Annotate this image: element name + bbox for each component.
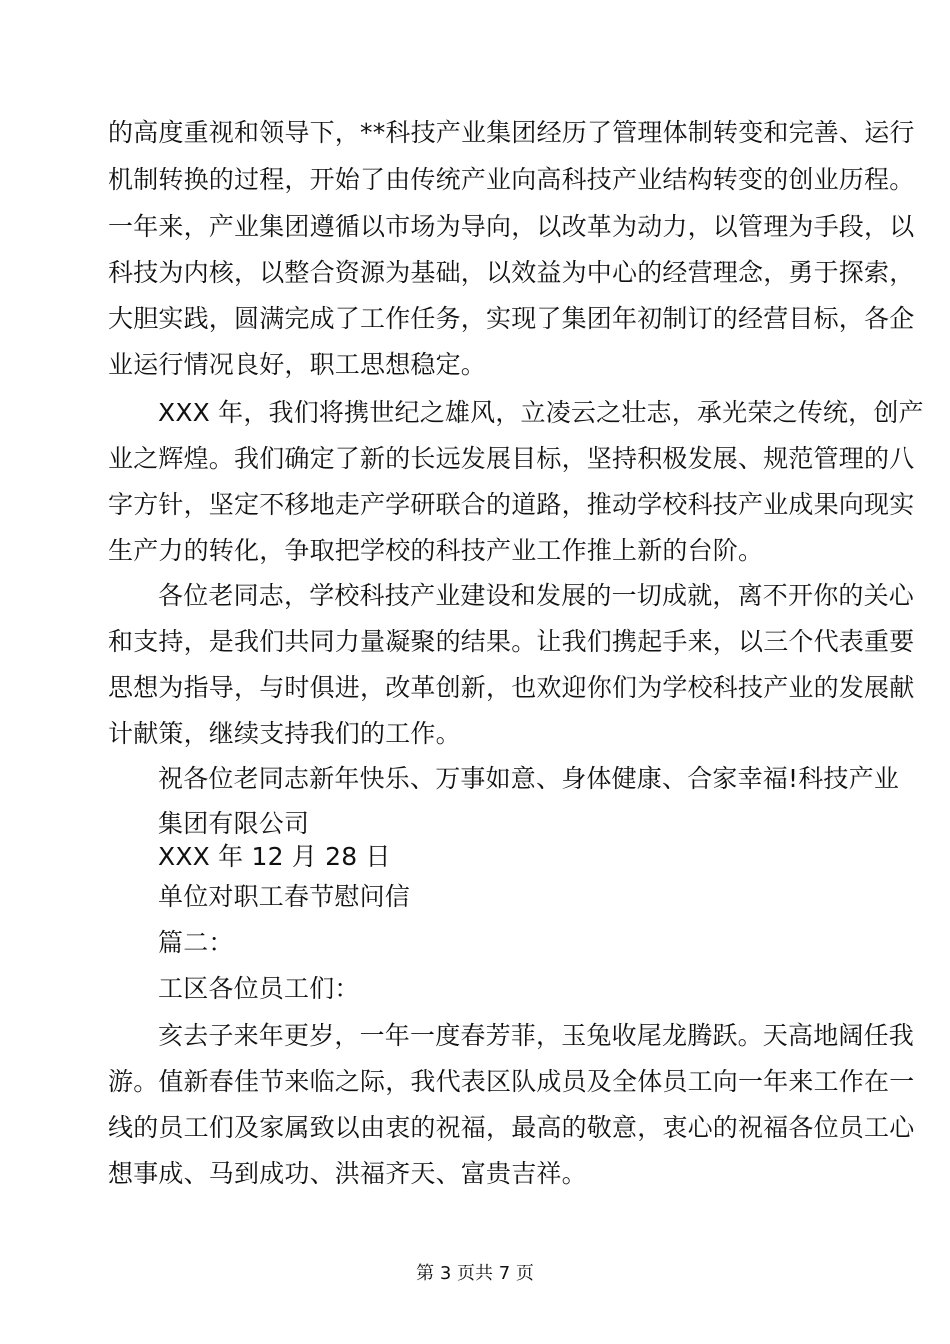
letter-title: 单位对职工春节慰问信 [158, 882, 411, 911]
text-line: 大胆实践，圆满完成了工作任务，实现了集团年初制订的经营目标，各企 [108, 304, 915, 333]
text-line: XXX 年，我们将携世纪之雄风，立凌云之壮志，承光荣之传统，创产 [158, 398, 924, 427]
text-line: 业之辉煌。我们确定了新的长远发展目标，坚持积极发展、规范管理的八 [108, 444, 915, 473]
text-line: 各位老同志，学校科技产业建设和发展的一切成就，离不开你的关心 [158, 581, 915, 610]
text-line: 科技为内核，以整合资源为基础，以效益为中心的经营理念，勇于探索， [108, 258, 915, 287]
text-line: 思想为指导，与时俱进，改革创新，也欢迎你们为学校科技产业的发展献 [108, 673, 915, 702]
text-line: 的高度重视和领导下，**科技产业集团经历了管理体制转变和完善、运行 [108, 118, 915, 147]
page-number: 第 3 页共 7 页 [416, 1263, 534, 1284]
text-line: 计献策，继续支持我们的工作。 [108, 719, 461, 748]
text-line: 业运行情况良好，职工思想稳定。 [108, 350, 487, 379]
text-line: 生产力的转化，争取把学校的科技产业工作推上新的台阶。 [108, 536, 764, 565]
text-line: 线的员工们及家属致以由衷的祝福，最高的敬意，衷心的祝福各位员工心 [108, 1113, 915, 1142]
signature-company: 集团有限公司 [158, 809, 310, 838]
text-line: 字方针，坚定不移地走产学研联合的道路，推动学校科技产业成果向现实 [108, 490, 915, 519]
text-line: 游。值新春佳节来临之际，我代表区队成员及全体员工向一年来工作在一 [108, 1067, 915, 1096]
salutation: 工区各位员工们： [158, 974, 360, 1003]
signature-date: XXX 年 12 月 28 日 [158, 842, 391, 871]
text-line: 想事成、马到成功、洪福齐天、富贵吉祥。 [108, 1159, 587, 1188]
greeting-line: 祝各位老同志新年快乐、万事如意、身体健康、合家幸福!科技产业 [158, 764, 900, 793]
text-line: 机制转换的过程，开始了由传统产业向高科技产业结构转变的创业历程。 [108, 165, 915, 194]
text-line: 和支持，是我们共同力量凝聚的结果。让我们携起手来，以三个代表重要 [108, 627, 915, 656]
text-line: 一年来，产业集团遵循以市场为导向，以改革为动力，以管理为手段，以 [108, 212, 915, 241]
section-heading: 篇二： [158, 928, 234, 957]
text-line: 亥去子来年更岁，一年一度春芳菲，玉兔收尾龙腾跃。天高地阔任我 [158, 1021, 915, 1050]
